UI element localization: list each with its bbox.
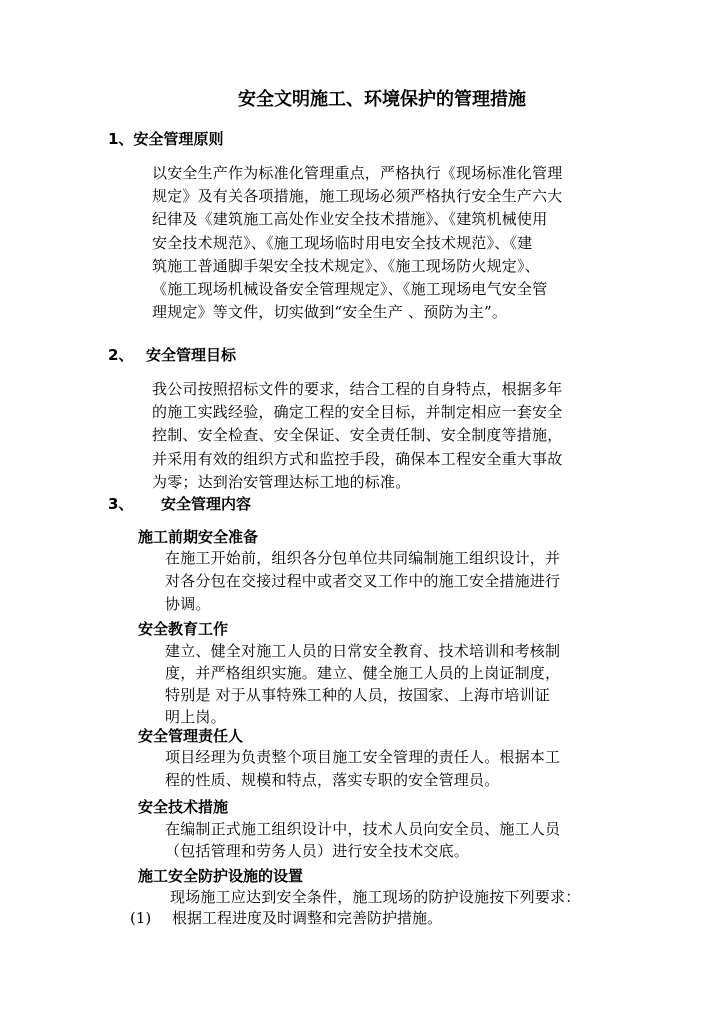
text-line: 以安全生产作为标准化管理重点，严格执行《现场标准化管理 xyxy=(152,164,563,182)
subsection-heading: 安全技术措施 xyxy=(138,798,229,816)
subsection-paragraph xyxy=(170,886,580,909)
list-item xyxy=(130,907,442,929)
text-line: 筑施工普通脚手架安全技术规定》、《施工现场防火规定》、 xyxy=(152,256,540,275)
text-line: 理规定》等文件，切实做到“安全生产 、预防为主”。 xyxy=(152,303,508,322)
section-heading-2 xyxy=(108,344,236,366)
subsection-heading: 施工前期安全准备 xyxy=(138,528,259,546)
text-line: （包括管理和劳务人员）进行安全技术交底。 xyxy=(165,842,470,860)
section-title: 安全管理内容 xyxy=(161,495,252,513)
section-title: 安全管理目标 xyxy=(146,346,237,364)
text-line: 控制、安全检查、安全保证、安全责任制、安全制度等措施， xyxy=(152,426,563,445)
text-line: 协调。 xyxy=(165,595,211,614)
text-line: 现场施工应达到安全条件，施工现场的防护设施按下列要求： xyxy=(170,888,581,906)
subsection-paragraph xyxy=(165,640,560,728)
text-line: 并采用有效的组织方式和监控手段，确保本工程安全重大事故 xyxy=(152,449,563,468)
list-item-text: 根据工程进度及时调整和完善防护措施。 xyxy=(172,909,443,927)
text-line: 规定》及有关各项措施，施工现场必须严格执行安全生产六大 xyxy=(152,187,563,206)
subsection-heading: 安全管理责任人 xyxy=(138,727,244,745)
subsection-heading: 安全教育工作 xyxy=(138,620,229,638)
text-line: 度，并严格组织实施。建立、健全施工人员的上岗证制度， xyxy=(165,664,561,682)
list-marker: (1) xyxy=(130,909,152,927)
text-line: 安全技术规范》、《施工现场临时用电安全技术规范》、《建 xyxy=(152,233,533,252)
text-line: 我公司按照招标文件的要求，结合工程的自身特点，根据多年 xyxy=(152,380,563,398)
text-line: 明上岗。 xyxy=(165,708,226,726)
subsection-paragraph xyxy=(165,818,560,862)
text-line: 对各分包在交接过程中或者交叉工作中的施工安全措施进行 xyxy=(165,572,561,591)
document-title: 安全文明施工、环境保护的管理措施 xyxy=(238,89,526,110)
text-line: 在施工开始前，组织各分包单位共同编制施工组织设计，并 xyxy=(165,549,561,567)
text-line: 在编制正式施工组织设计中，技术人员向安全员、施工人员 xyxy=(165,820,561,838)
subsection-paragraph xyxy=(165,547,560,617)
text-line: 的施工实践经验，确定工程的安全目标，并制定相应一套安全 xyxy=(152,403,563,422)
text-line: 项目经理为负责整个项目施工安全管理的责任人。根据本工 xyxy=(165,748,561,766)
section-number: 3、 xyxy=(108,495,134,513)
text-line: 为零；达到治安管理达标工地的标准。 xyxy=(152,472,411,491)
section-heading-3 xyxy=(108,493,251,515)
subsection-heading: 施工安全防护设施的设置 xyxy=(138,867,304,885)
text-line: 纪律及《建筑施工高处作业安全技术措施》、《建筑机械使用 xyxy=(152,210,548,229)
section-1-paragraph xyxy=(152,162,562,324)
section-2-paragraph xyxy=(152,378,562,494)
text-line: 建立、健全对施工人员的日常安全教育、技术培训和考核制 xyxy=(165,642,561,660)
subsection-paragraph xyxy=(165,746,560,792)
text-line: 《施工现场机械设备安全管理规定》、《施工现场电气安全管 xyxy=(152,280,548,299)
section-number: 2、 xyxy=(108,346,134,364)
section-heading-1: 1、安全管理原则 xyxy=(108,130,224,148)
text-line: 程的性质、规模和特点，落实专职的安全管理员。 xyxy=(165,771,500,790)
text-line: 特别是 对于从事特殊工种的人员，按国家、上海市培训证 xyxy=(165,686,550,704)
